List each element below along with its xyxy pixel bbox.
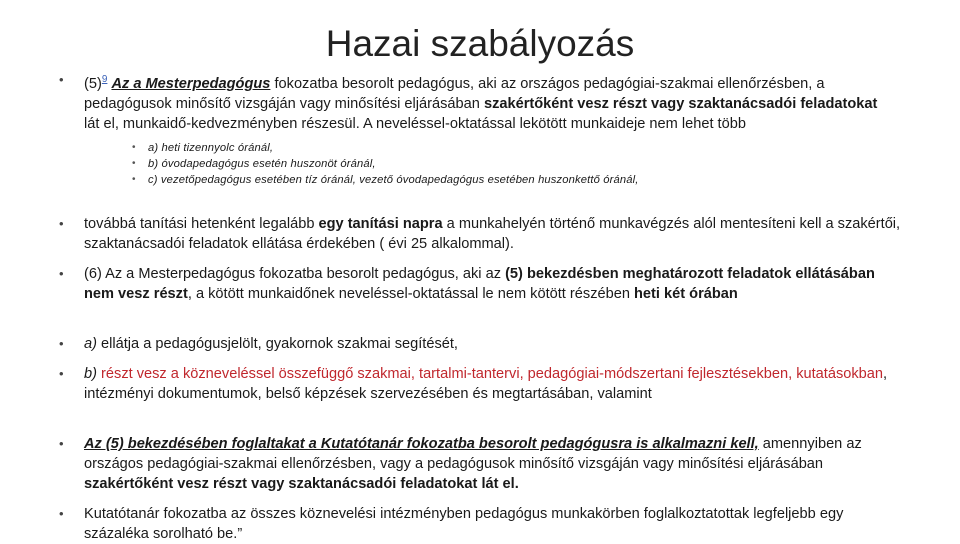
text-segment: Kutatótanár fokozatba az összes köznevelési intézményben pedagógus munkakörben foglalkoztatottak legfeljebb egy százaléka sorolható be.”: [84, 506, 844, 542]
bold-segment: heti két órában: [634, 286, 738, 302]
paragraph-5: [58, 70, 878, 188]
bold-segment: (5) bekezdésben meghatározott feladatok ellátásában nem vesz részt: [84, 266, 875, 302]
bold-segment: szakértőként vesz részt vagy szaktanácsadói feladatokat lát el.: [84, 476, 519, 492]
text-segment: , intézményi dokumentumok, belső képzések szervezésében és megtartásában, valamint: [84, 366, 888, 402]
page-title: Hazai szabályozás: [325, 23, 635, 64]
text-segment: ellátja a pedagógusjelölt, gyakornok szakmai segítését,: [96, 336, 458, 352]
text-segment: fokozatba besorolt pedagógus, aki az országos pedagógiai-szakmai ellenőrzésben, a pedagógusok minősítő vizsgáján vagy minősítési eljárásában: [84, 75, 825, 112]
item-letter: a): [84, 336, 97, 352]
sub-list: [132, 140, 878, 188]
text-segment: lát el, munkaidő-kedvezményben részesül. A neveléssel-oktatással lekötött munkaideje nem lehet több: [84, 115, 746, 132]
paragraph-continuation: [58, 214, 904, 254]
bold-segment: szakértőként vesz részt vagy szaktanácsadói feladatokat: [483, 95, 878, 112]
item-b: [58, 364, 904, 404]
paragraph-number: (5): [84, 75, 102, 92]
text-segment: továbbá tanítási hetenként legalább: [84, 216, 319, 232]
sub-item-a: • a) heti tizennyolc óránál,: [132, 140, 878, 156]
text-segment: (6) Az a Mesterpedagógus fokozatba besorolt pedagógus, aki az: [84, 266, 506, 282]
sub-item-b: • b) óvodapedagógus esetén huszonöt óránál,: [132, 156, 878, 172]
text-segment: , a kötött munkaidőnek neveléssel-oktatással le nem kötött részében: [187, 286, 635, 302]
item-letter: b): [84, 366, 97, 382]
paragraph-kutatotanar: [58, 434, 904, 494]
red-highlight: részt vesz a közneveléssel összefüggő szakmai, tartalmi-tantervi, pedagógiai-módszertani fejlesztésekben, kutatásokban: [101, 366, 884, 382]
text-segment: a munkahelyén történő munkavégzés alól mentesíteni kell a szakértői, szaktanácsadói feladatok ellátása érdekében ( évi 25 alkalommal).: [84, 216, 901, 252]
sub-item-c: • c) vezetőpedagógus esetében tíz óránál, vezető óvodapedagógus esetében huszonkettő óránál,: [132, 172, 878, 188]
paragraph-final: [58, 504, 904, 544]
bold-segment: egy tanítási napra: [318, 216, 443, 232]
footnote-link[interactable]: 9: [101, 74, 108, 85]
text-segment: amennyiben az országos pedagógiai-szakmai ellenőrzésben, vagy a pedagógusok minősítő vizsgáján vagy minősítési eljárásában: [84, 436, 862, 472]
underlined-bold-segment: Az (5) bekezdésében foglaltakat a Kutatótanár fokozatba besorolt pedagógusra is alkalmazni kell,: [84, 436, 759, 452]
paragraph-6: [58, 264, 904, 304]
underlined-term: Az a Mesterpedagógus: [111, 75, 271, 92]
content-area: [58, 70, 901, 542]
item-a: [58, 334, 904, 354]
